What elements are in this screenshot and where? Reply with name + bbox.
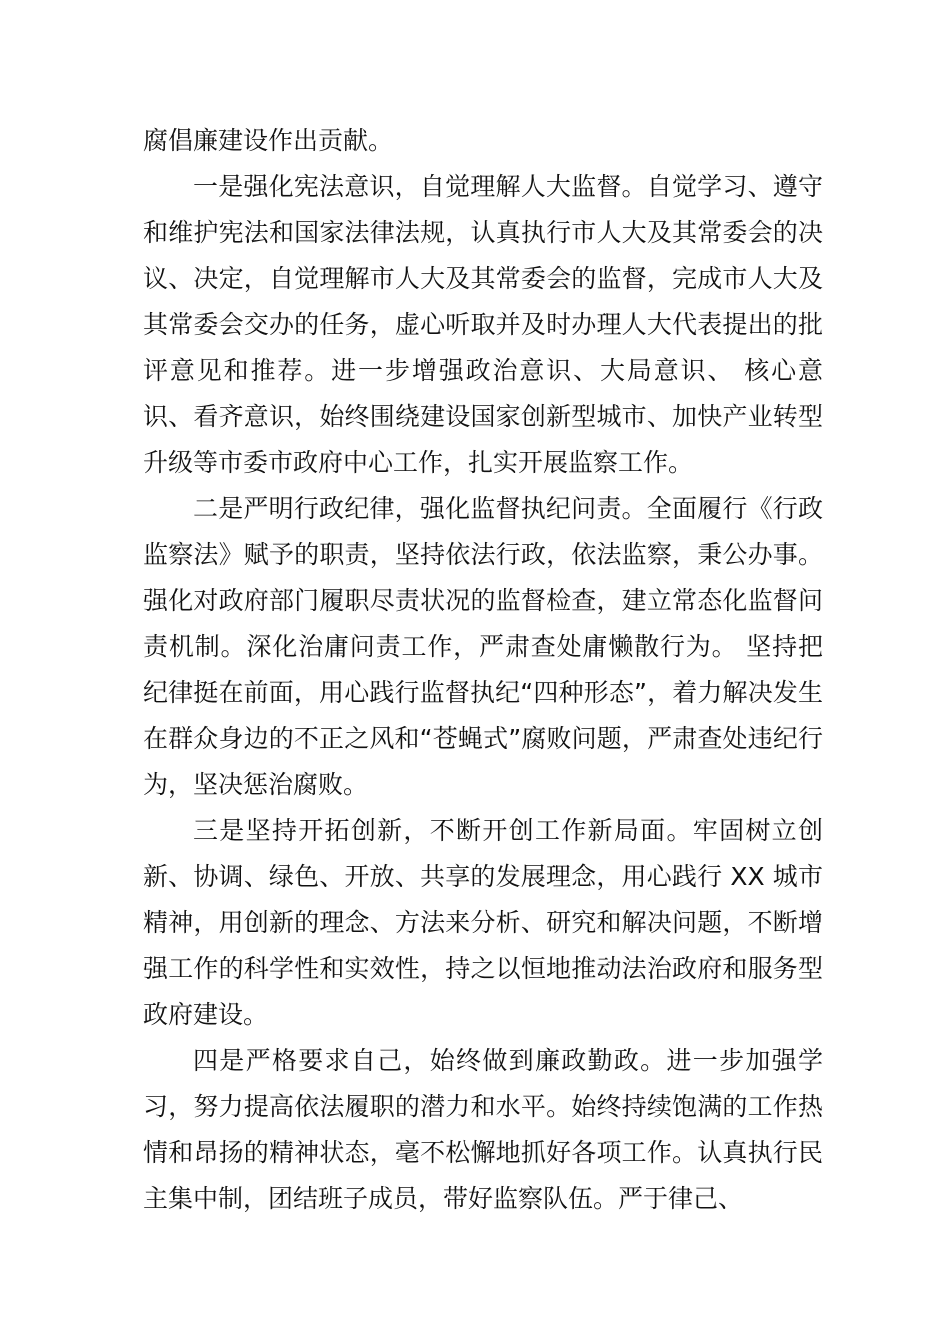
paragraph-item-1: 一是强化宪法意识，自觉理解人大监督。自觉学习、遵守和维护宪法和国家法律法规，认真执行市人大及其常委会的决议、决定，自觉理解市人大及其常委会的监督，完成市人大及其常委会交办的任务，虚心听取并及时办理人大代表提出的批评意见和推荐。进一步增强政治意识、大局意识、 核心意识、看齐意识，始终围绕建设国家创新型城市、加快产业转型升级等市委市政府中心工作，扎实开展监察工作。: [143, 172, 823, 477]
paragraph-item-3: 三是坚持开拓创新，不断开创工作新局面。牢固树立创新、协调、绿色、开放、共享的发展理念，用心践行 XX 城市精神，用创新的理念、方法来分析、研究和解决问题，不断增强工作的科学性和实效性，持之以恒地推动法治政府和服务型政府建设。: [143, 816, 823, 1029]
paragraph-item-2: 二是严明行政纪律，强化监督执纪问责。全面履行《行政监察法》赋予的职责，坚持依法行政，依法监察，秉公办事。强化对政府部门履职尽责状况的监督检查，建立常态化监督问责机制。深化治庸问责工作，严肃查处庸懒散行为。 坚持把纪律挺在前面，用心践行监督执纪“四种形态”，着力解决发生在群众身边的不正之风和“苍蝇式”腐败问题，严肃查处违纪行为，坚决惩治腐败。: [143, 494, 823, 799]
paragraph-item-4: 四是严格要求自己，始终做到廉政勤政。进一步加强学习，努力提高依法履职的潜力和水平。始终持续饱满的工作热情和昂扬的精神状态，毫不松懈地抓好各项工作。认真执行民主集中制，团结班子成员，带好监察队伍。严于律己、: [143, 1046, 823, 1213]
document-body: [143, 118, 823, 1222]
paragraph-continuation: 腐倡廉建设作出贡献。: [143, 126, 394, 155]
